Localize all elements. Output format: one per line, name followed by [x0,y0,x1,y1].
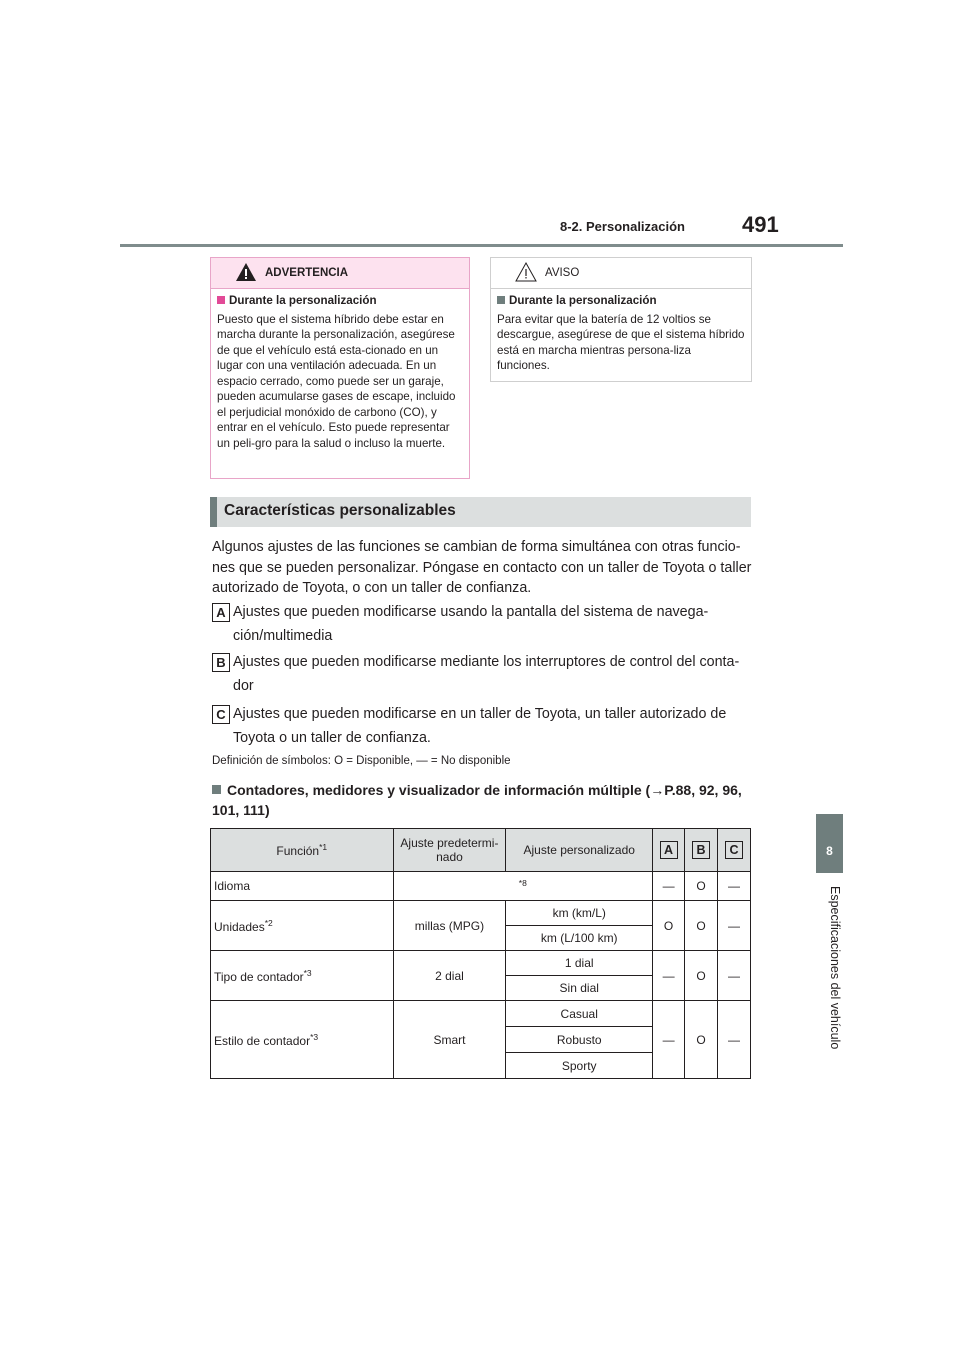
warning-header [211,258,469,289]
caution-header [491,258,751,289]
header-a: A [653,829,685,872]
cell-a: — [653,1001,685,1079]
table-row [211,901,751,926]
header-c: C [718,829,751,872]
header-function: Función$^{*1}$ [211,829,394,872]
cell-default: 2 dial [393,951,506,1001]
label-c: C [212,705,230,724]
cell-b: O [685,951,718,1001]
cell-b: O [685,1001,718,1079]
cell-b: O [685,872,718,901]
caution-text: Para evitar que la batería de 12 voltios se descargue, asegúrese de que el sistema híbrido está en marcha mientras persona-liza funciones. [497,312,745,372]
warning-text: Puesto que el sistema híbrido debe estar en marcha durante la personalización, asegúrese de que el vehículo está esta-cionado en un lugar con una ventilación adecuada. En un espacio cerrado, como puede ser un garaje, pueden acumularse gases de escape, incluido el perjudicial monóxido de carbono (CO), y entrar en el vehículo. Esto puede representar un peli-gro para la salud o incluso la muerte. [217,312,456,450]
cell-function: Tipo de contador$^{*3}$ [211,951,394,1001]
warning-subtitle: Durante la personalización [229,294,377,307]
cell-default: *8 [393,872,653,901]
caution-subtitle: Durante la personalización [509,294,657,307]
section-title-band [210,497,751,527]
table-row [211,872,751,901]
cell-custom: 1 dial [506,951,653,976]
cell-function: Estilo de contador$^{*3}$ [211,1001,394,1079]
chapter-title: Especificaciones del vehículo [828,886,842,1050]
cell-custom: Casual [506,1001,653,1027]
cell-c: — [718,1001,751,1079]
cell-custom: Sporty [506,1053,653,1079]
table-row [211,951,751,976]
header-default: Ajuste predetermi-nado [393,829,506,872]
cell-c: — [718,951,751,1001]
cell-custom: km (km/L) [506,901,653,926]
cell-default: Smart [393,1001,506,1079]
cell-custom: Sin dial [506,976,653,1001]
bullet-square-icon [212,785,221,794]
cell-a: — [653,872,685,901]
option-b-text: Ajustes que pueden modificarse mediante los interruptores de control del conta-dor [233,654,740,694]
bullet-square-icon [217,296,225,304]
section-heading: 8-2. Personalización [560,219,685,234]
cell-c: — [718,901,751,951]
section-bar [210,497,217,527]
caution-triangle-icon [515,261,537,283]
option-c-text: Ajustes que pueden modificarse en un taller de Toyota, un taller autorizado de Toyota o un taller de confianza. [233,706,727,746]
caution-box [490,257,752,382]
subsection-title: Contadores, medidores y visualizador de información múltiple (→P.88, 92, 96, 101, 111) [212,782,742,818]
option-a [212,600,752,648]
caution-title: AVISO [545,267,580,279]
cell-c: — [718,872,751,901]
option-b [212,650,752,698]
settings-table [210,828,751,1079]
table-header-row [211,829,751,872]
bullet-square-icon [497,296,505,304]
cell-a: O [653,901,685,951]
label-b: B [212,653,230,672]
cell-function: Unidades$^{*2}$ [211,901,394,951]
symbols-definition: Definición de símbolos: O = Disponible, — = No disponible [212,755,511,767]
cell-custom: km (L/100 km) [506,926,653,951]
cell-b: O [685,901,718,951]
section-title: Características personalizables [224,502,456,519]
header-rule [120,244,843,247]
cell-function: Idioma [211,872,394,901]
chapter-tab: 8 [816,814,843,873]
option-a-text: Ajustes que pueden modificarse usando la pantalla del sistema de navega-ción/multimedia [233,604,709,644]
intro-paragraph: Algunos ajustes de las funciones se cambian de forma simultánea con otras funcio-nes que se pueden personalizar. Póngase en contacto con un taller de Toyota o taller autorizado de Toyota, o con un taller de confianza. [212,539,752,596]
cell-custom: Robusto [506,1027,653,1053]
table-row [211,1001,751,1027]
header-custom: Ajuste personalizado [506,829,653,872]
page-number: 491 [742,212,779,237]
label-a: A [212,603,230,622]
header-b: B [685,829,718,872]
warning-title: ADVERTENCIA [265,267,349,279]
warning-box [210,257,470,479]
cell-a: — [653,951,685,1001]
cell-default: millas (MPG) [393,901,506,951]
warning-triangle-icon [235,261,257,283]
option-c [212,702,752,750]
